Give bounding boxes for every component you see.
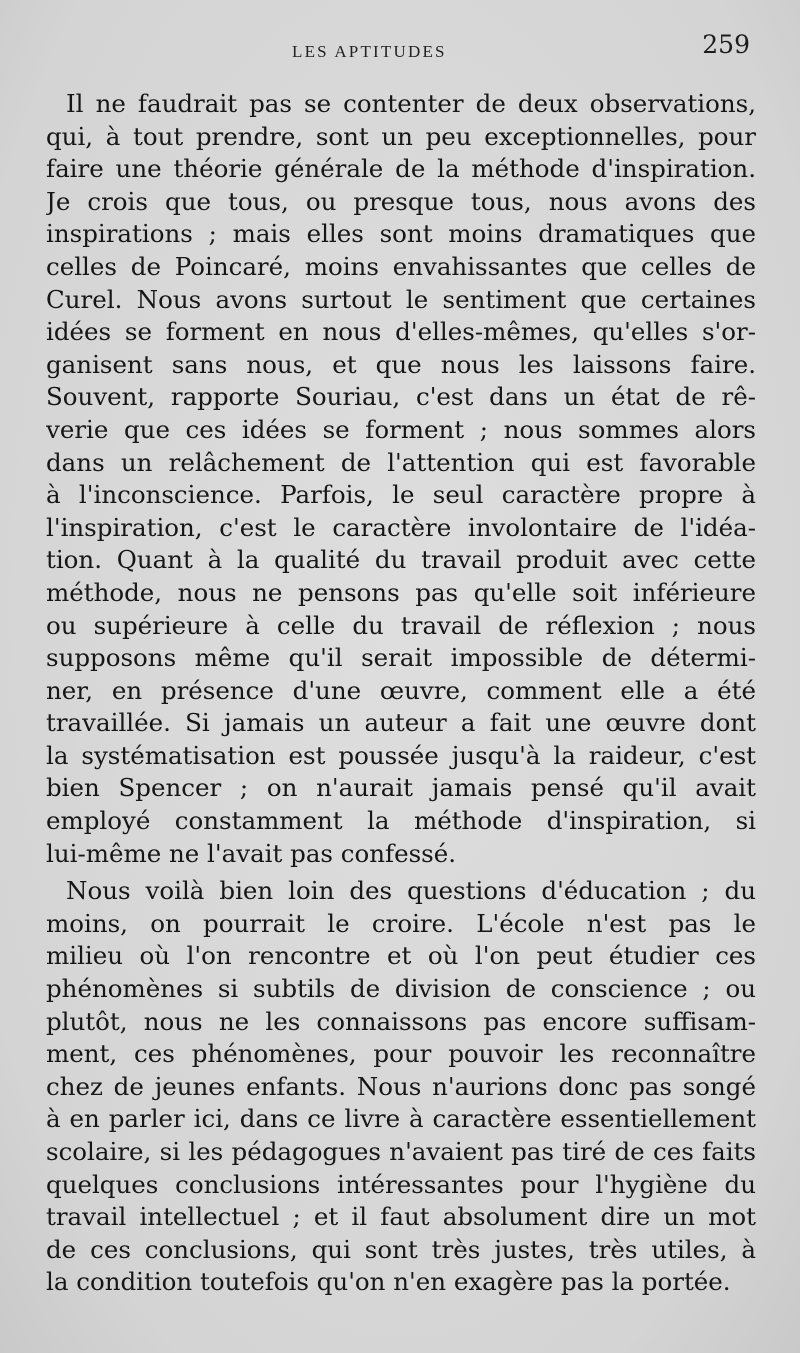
text-line: chez de jeunes enfants. Nous n'aurions donc pas songé bbox=[46, 1071, 756, 1101]
text-line: milieu où l'on rencontre et où l'on peut étudier ces bbox=[46, 941, 756, 971]
text-line: dans un relâchement de l'attention qui est favorable bbox=[46, 447, 756, 477]
text-line: de ces conclusions, qui sont très justes, très utiles, à bbox=[46, 1234, 756, 1264]
text-line: Souvent, rapporte Souriau, c'est dans un état de rê- bbox=[46, 382, 756, 412]
paragraph bbox=[46, 875, 756, 1299]
body-text bbox=[46, 88, 756, 1299]
text-line: Je crois que tous, ou presque tous, nous avons des bbox=[46, 186, 756, 216]
text-line: ment, ces phénomènes, pour pouvoir les reconnaître bbox=[46, 1039, 756, 1069]
text-line: celles de Poincaré, moins envahissantes que celles de bbox=[46, 251, 756, 281]
text-line: l'inspiration, c'est le caractère involontaire de l'idéa- bbox=[46, 512, 756, 542]
text-line: plutôt, nous ne les connaissons pas encore suffisam- bbox=[46, 1006, 756, 1036]
text-line: supposons même qu'il serait impossible de détermi- bbox=[46, 643, 756, 673]
text-line: inspirations ; mais elles sont moins dramatiques que bbox=[46, 219, 756, 249]
text-line: ner, en présence d'une œuvre, comment elle a été bbox=[46, 675, 756, 705]
text-line: scolaire, si les pédagogues n'avaient pas tiré de ces faits bbox=[46, 1137, 756, 1166]
text-line: verie que ces idées se forment ; nous sommes alors bbox=[46, 414, 756, 444]
text-line: bien Spencer ; on n'aurait jamais pensé qu'il avait bbox=[46, 773, 756, 803]
paragraph bbox=[46, 88, 756, 870]
text-line: à en parler ici, dans ce livre à caractère essentiellement bbox=[46, 1104, 756, 1134]
text-line: qui, à tout prendre, sont un peu exceptionnelles, pour bbox=[46, 121, 756, 151]
text-line: la condition toutefois qu'on n'en exagère pas la portée. bbox=[46, 1267, 731, 1297]
text-line: Curel. Nous avons surtout le sentiment que certaines bbox=[46, 284, 756, 314]
text-line: méthode, nous ne pensons pas qu'elle soit inférieure bbox=[46, 577, 756, 607]
text-line: lui-même ne l'avait pas confessé. bbox=[46, 838, 457, 868]
text-line: travail intellectuel ; et il faut absolument dire un mot bbox=[46, 1202, 756, 1232]
text-line: Nous voilà bien loin des questions d'éducation ; du bbox=[66, 876, 756, 906]
text-line: moins, on pourrait le croire. L'école n'est pas le bbox=[46, 908, 756, 938]
text-line: employé constamment la méthode d'inspiration, si bbox=[46, 806, 756, 836]
text-line: travaillée. Si jamais un auteur a fait une œuvre dont bbox=[46, 708, 756, 738]
text-line: Il ne faudrait pas se contenter de deux observations, bbox=[66, 89, 756, 118]
text-line: faire une théorie générale de la méthode d'inspiration. bbox=[46, 154, 756, 184]
text-line: idées se forment en nous d'elles-mêmes, qu'elles s'or- bbox=[46, 317, 756, 347]
text-line: phénomènes si subtils de division de conscience ; ou bbox=[46, 974, 756, 1004]
text-line: la systématisation est poussée jusqu'à la raideur, c'est bbox=[46, 740, 756, 770]
text-line: ganisent sans nous, et que nous les laissons faire. bbox=[46, 349, 756, 379]
text-line: tion. Quant à la qualité du travail produit avec cette bbox=[46, 545, 756, 575]
text-line: quelques conclusions intéressantes pour l'hygiène du bbox=[46, 1169, 756, 1199]
running-head-title: LES APTITUDES bbox=[292, 42, 447, 61]
text-line: ou supérieure à celle du travail de réflexion ; nous bbox=[46, 610, 756, 640]
text-line: à l'inconscience. Parfois, le seul caractère propre à bbox=[46, 480, 756, 510]
page-number: 259 bbox=[702, 30, 750, 59]
